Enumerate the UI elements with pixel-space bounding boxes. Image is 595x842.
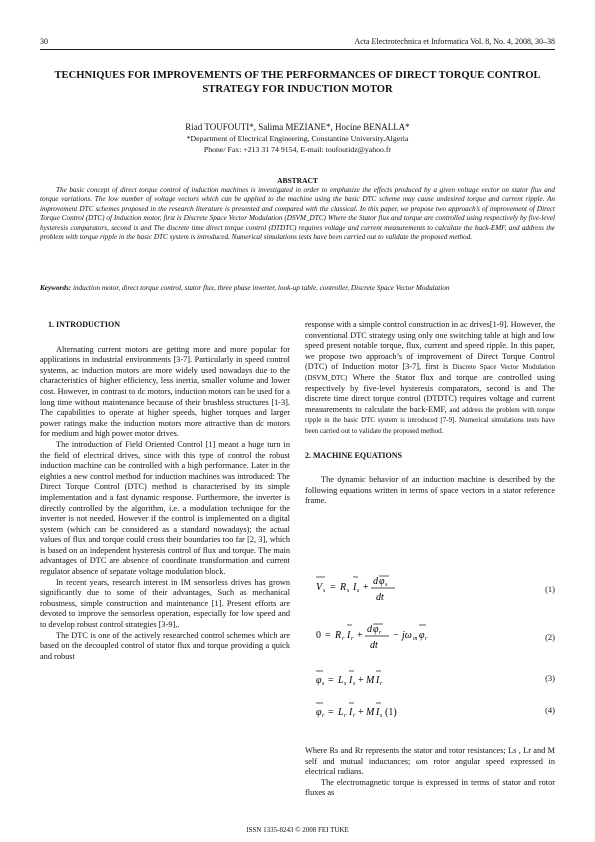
keywords (40, 284, 555, 293)
equation-1-number: (1) (545, 584, 555, 594)
svg-text:r: r (380, 681, 383, 687)
equation-3-number: (3) (545, 673, 555, 683)
svg-text:dt: dt (376, 592, 384, 603)
intro-p5-main: response with a simple control construction in ac drives[1-9]. However, the conventional DTC strategy using only one switching table at high and low speed present notable torque, flux, current and speed ripple. In this paper, we propose two approach’s of improvement of Direct Torque Control (DTC) of Induction motor [3-7], first is (305, 320, 555, 372)
svg-text:m: m (413, 636, 418, 642)
equation-4-number: (4) (545, 705, 555, 715)
equation-4 (313, 700, 555, 730)
svg-text:d: d (373, 576, 378, 587)
section-heading-introduction: 1. INTRODUCTION (48, 320, 121, 329)
svg-text:φ: φ (316, 707, 322, 718)
svg-text:φ: φ (379, 576, 385, 587)
svg-text:0: 0 (316, 630, 321, 641)
svg-text:L: L (338, 675, 344, 686)
author-list: Riad TOUFOUTI*, Salima MEZIANE*, Hocine BENALLA* (185, 122, 410, 132)
intro-paragraph-1: Alternating current motors are getting more and more popular for applications in industrial environments [3-7]. Particularly in speed control systems, ac induction motors are more widely used nowadays due to the characteristics of higher efficiency, less inertia, smaller volume and lower cost. However, in contrast to dc motors, induction motors can be used for a long time without maintenance because of their brushless structures [1-3]. The capabilities to operate at higher speeds, higher torques and larger power ratings make the induction motors more attractive than dc motors for medium and high power motor drives. (40, 344, 290, 439)
svg-text:r: r (425, 636, 428, 642)
svg-text:L: L (338, 707, 344, 718)
svg-text:+: + (358, 707, 364, 718)
svg-text:R: R (335, 630, 342, 641)
svg-text:s: s (357, 588, 360, 594)
paper-title: TECHNIQUES FOR IMPROVEMENTS OF THE PERFORMANCES OF DIRECT TORQUE CONTROL STRATEGY FOR INDUCTION MOTOR (54, 70, 541, 95)
machine-eq-intro: The dynamic behavior of an induction machine is described by the following equations written in terms of space vectors in a stator reference frame. (305, 475, 555, 506)
svg-text:r: r (379, 630, 382, 636)
svg-text:−: − (393, 630, 399, 641)
equation-4-formula (313, 700, 513, 726)
svg-text:s: s (323, 588, 326, 594)
svg-text:d: d (367, 624, 372, 635)
svg-text:=: = (325, 630, 331, 641)
right-column (305, 320, 555, 507)
svg-text:R: R (340, 582, 347, 593)
svg-text:s: s (380, 713, 383, 719)
svg-text:dt: dt (370, 640, 378, 651)
svg-text:φ: φ (373, 624, 379, 635)
svg-text:φ: φ (419, 630, 425, 641)
equation-2-number: (2) (545, 632, 555, 642)
equation-2-formula (313, 620, 513, 654)
svg-text:r: r (322, 713, 325, 719)
svg-text:=: = (328, 675, 334, 686)
intro-p5-end: and address the problem with torque ripple in the basic DTC system is introduced [7-9]. Numerical simulations tests have been carried out to validate the proposed method. (305, 405, 556, 435)
abstract-heading: ABSTRACT (277, 176, 318, 185)
keywords-text: induction motor, direct torque control, stator flux, three phase inverter, look-up table, controller, Discrete Space Vector Modulation (72, 284, 450, 292)
svg-text:s: s (344, 681, 347, 687)
svg-text:r: r (344, 713, 347, 719)
abstract-text: The basic concept of direct torque control of induction machines is investigated in order to emphasize the effects produced by a given voltage vector on stator flux and torque variations. The low number of voltage vectors which can be applied to the machine using the basic DTC scheme may cause undesired torque and current ripple. An improvement DTC schemes proposed in the research literature is presented and compared with the classical. In this paper, we propose two approach’s of improvement of Direct Torque Control (DTC) of Induction motor, first is Discrete Space Vector Modulation (DSVM_DTC) Where the Stator flux and torque are controlled using respectively by five-level hysteresis comparators, second is and The discrete time direct torque control (DTDTC) requires voltage and current measurements to calculate the back-EMF, and address the problem with torque ripple in the basic DTC system is introduced. Numerical simulations tests have been carried out to validate the proposed method. (40, 186, 555, 242)
left-column (40, 320, 290, 662)
svg-text:r: r (351, 636, 354, 642)
svg-text:s: s (385, 582, 388, 588)
equation-4-inline-ref: (1) (385, 707, 397, 718)
svg-text:I: I (376, 675, 380, 686)
keywords-label: Keywords: (40, 284, 72, 292)
svg-text:=: = (328, 707, 334, 718)
svg-text:+: + (357, 630, 363, 641)
svg-text:r: r (353, 713, 356, 719)
journal-citation: Acta Electrotechnica et Informatica Vol. 8, No. 4, 2008, 30–38 (354, 37, 555, 46)
intro-paragraph-2: The introduction of Field Oriented Control [1] meant a huge turn in the field of electrical drives, since with this type of control the robust induction machine can be controlled with a high performance. Later in the eighties a new control method for induction machines was introduced: The Direct Torque Control (DTC) method is characterised by its simple implementation and a fast dynamic response. Furthermore, the inverter is directly controlled by the algorithm, i.e. a modulation technique for the inverter is not needed. However if the control is implemented on a digital system (which can be considered as a standard nowadays); the actual values of flux and torque could cross their boundaries too far [2, 3], which is based on an independent hysteresis control of flux and torque. The main advantages of DTC are absence of coordinate transformation and current regulator absence of separate voltage modulation block. (40, 439, 290, 577)
svg-text:jω: jω (402, 630, 412, 641)
running-header (40, 37, 555, 50)
svg-text:I: I (349, 675, 353, 686)
equation-1-formula (313, 572, 513, 606)
torque-intro: The electromagnetic torque is expressed in terms of stator and rotor fluxes as (305, 777, 555, 798)
section-heading-machine-equations: 2. MACHINE EQUATIONS (305, 450, 402, 460)
intro-paragraph-3: In recent years, research interest in IM sensorless drives has grown significantly due to some of their advantages, Such as mechanical robustness, simple construction and maintenance [1]. Present efforts are devoted to improve the sensorless operation, especially for low speed and to develop robust control strategies [3-9],. (40, 577, 290, 630)
affiliation: *Department of Electrical Engineering, Constantine University,Algeria (186, 134, 409, 143)
contact-info: Phone/ Fax: +213 31 74 9154, E-mail: toufoutidz@yahoo.fr (203, 145, 392, 154)
svg-text:M: M (366, 675, 375, 686)
intro-paragraph-5 (305, 320, 555, 437)
page-number: 30 (40, 37, 48, 46)
page-footer: ISSN 1335-8243 © 2008 FEI TUKE (246, 826, 349, 834)
svg-text:=: = (330, 582, 336, 593)
equation-description (305, 746, 555, 799)
equation-1 (313, 572, 555, 602)
svg-text:φ: φ (316, 675, 322, 686)
equation-3-formula (313, 668, 513, 694)
svg-text:I: I (353, 582, 357, 593)
svg-text:s: s (353, 681, 356, 687)
equation-2 (313, 620, 555, 650)
svg-text:I: I (376, 707, 380, 718)
svg-text:+: + (358, 675, 364, 686)
svg-text:+: + (363, 582, 369, 593)
svg-text:r: r (342, 636, 345, 642)
intro-p5-dsvm: Discrete Space Vector Modulation (DSVM_DTC) (305, 363, 556, 382)
svg-text:V: V (316, 582, 323, 593)
intro-paragraph-4: The DTC is one of the actively researched control schemes which are based on the decoupled control of stator flux and torque providing a quick and robust (40, 630, 290, 661)
intro-p5-mid: Where the Stator flux and torque are controlled using respectively by five-level hysteresis comparators, second is and The discrete time direct torque control (DTDTC) requires voltage and current measurements to calculate the back-EMF, (305, 372, 555, 414)
equation-3 (313, 668, 555, 698)
symbols-description: Where Rs and Rr represents the stator and rotor resistances; Ls , Lr and M self and mutual inductances; ωm rotor angular speed expressed in electrical radians. (305, 746, 555, 777)
svg-text:s: s (347, 588, 350, 594)
svg-text:I: I (349, 707, 353, 718)
svg-text:M: M (366, 707, 375, 718)
svg-text:I: I (347, 630, 351, 641)
svg-text:s: s (322, 681, 325, 687)
